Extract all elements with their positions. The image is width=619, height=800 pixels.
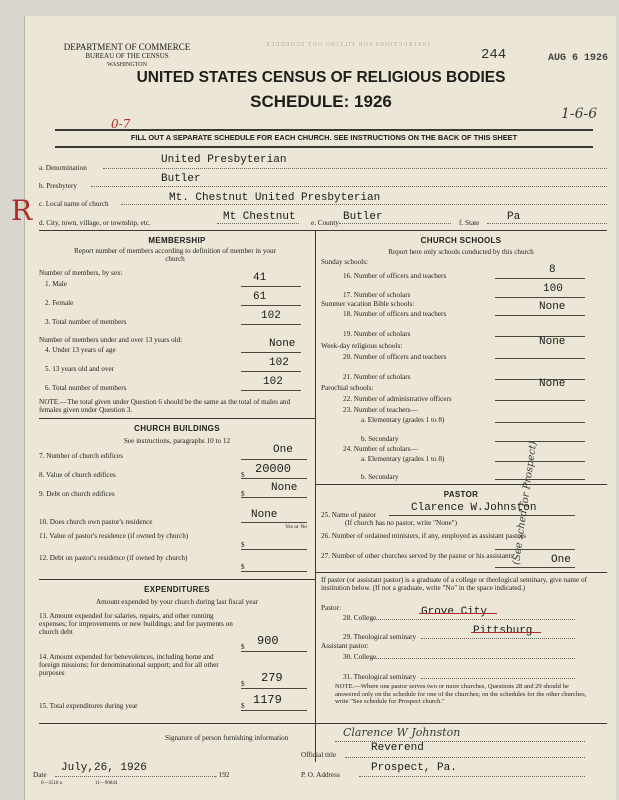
official-title-label: Official title xyxy=(301,751,337,759)
q29-label: 29. Theological seminary xyxy=(343,633,417,641)
address-value: Prospect, Pa. xyxy=(371,762,457,774)
q3-value: 102 xyxy=(261,310,281,322)
q8-value: 20000 xyxy=(255,462,292,476)
r-correction-mark: R xyxy=(11,194,33,227)
denomination-value: United Presbyterian xyxy=(161,154,287,166)
by-sex-heading: Number of members, by sex: xyxy=(39,269,123,277)
q5-value: 102 xyxy=(269,357,289,369)
q20-label: 20. Number of officers and teachers xyxy=(343,353,447,361)
q8-dollar: $ xyxy=(241,471,245,479)
q21-label: 21. Number of scholars xyxy=(343,373,411,381)
q14-value: 279 xyxy=(261,671,283,685)
weekday-none-value: None xyxy=(539,336,566,348)
q19-label: 19. Number of scholars xyxy=(343,330,411,338)
q24-label: 24. Number of scholars— xyxy=(343,445,418,453)
form-title: UNITED STATES CENSUS OF RELIGIOUS BODIES xyxy=(136,69,506,86)
state-value: Pa xyxy=(507,211,521,223)
q15-dollar: $ xyxy=(241,702,245,710)
q14-dollar: $ xyxy=(241,680,245,688)
county-label: e. County xyxy=(311,219,339,227)
q25-note: (If church has no pastor, write "None") xyxy=(345,519,457,527)
q24a-label: a. Elementary (grades 1 to 8) xyxy=(361,455,445,463)
summer-heading: Summer vacation Bible schools: xyxy=(321,300,415,308)
q23b-label: b. Secondary xyxy=(361,435,399,443)
form-code-2: 11—90844 xyxy=(95,781,118,786)
pastor-note: NOTE.—Where one pastor serves two or more churches, Questions 28 and 29 should be answered only on the schedule for one of the churches; on the schedules for the other churches, write "See schedule for Prospect church." xyxy=(335,683,587,706)
q23-label: 23. Number of teachers— xyxy=(343,406,418,414)
q2-label: 2. Female xyxy=(45,299,74,307)
q15-label: 15. Total expenditures during year xyxy=(39,702,138,710)
county-value: Butler xyxy=(343,211,383,223)
assistant-pastor-subheading: Assistant pastor: xyxy=(321,642,369,650)
q11-dollar: $ xyxy=(241,541,245,549)
q9-dollar: $ xyxy=(241,490,245,498)
q26-label: 26. Number of ordained ministers, if any, employed as assistant pastors xyxy=(321,532,526,540)
q15-value: 1179 xyxy=(253,693,282,707)
local-name-value: Mt. Chestnut United Presbyterian xyxy=(169,192,381,204)
q31-label: 31. Theological seminary xyxy=(343,673,417,681)
q13-dollar: $ xyxy=(241,643,245,651)
q16-label: 16. Number of officers and teachers xyxy=(343,272,447,280)
q6-label: 6. Total number of members xyxy=(45,384,127,392)
q23a-label: a. Elementary (grades 1 to 8) xyxy=(361,416,445,424)
q4-label: 4. Under 13 years of age xyxy=(45,346,116,354)
pastor-heading: PASTOR xyxy=(443,490,479,499)
q28-value: Grove City xyxy=(421,606,488,618)
membership-intro: Report number of members according to definition of member in your church xyxy=(74,247,276,263)
q10-value: None xyxy=(251,509,278,521)
q9-value: None xyxy=(271,482,298,494)
q27-value: One xyxy=(551,554,571,566)
q17-label: 17. Number of scholars xyxy=(343,291,411,299)
schools-heading: CHURCH SCHOOLS xyxy=(420,236,502,245)
handwritten-code: 0-7 xyxy=(111,117,131,131)
weekday-heading: Week-day religious schools: xyxy=(321,342,403,350)
q1-label: 1. Male xyxy=(45,280,67,288)
census-schedule-sheet xyxy=(11,16,616,800)
q14-label: 14. Amount expended for benevolences, including home and foreign missions; for denominational support; and for all other purposes xyxy=(39,653,219,677)
q13-label: 13. Amount expended for salaries, repairs, and other running expenses; for improvements or new buildings; and for payments on church debt xyxy=(39,612,233,636)
form-code-1: 6—3518 a xyxy=(41,781,62,786)
stamp-date: AUG 6 1926 xyxy=(548,53,609,64)
parochial-heading: Parochial schools: xyxy=(321,384,374,392)
q17-value: 100 xyxy=(543,283,563,295)
state-label: f. State xyxy=(459,219,480,227)
city-name: WASHINGTON xyxy=(107,62,147,68)
q28-label: 28. College xyxy=(343,614,377,622)
q8-label: 8. Value of church edifices xyxy=(39,471,116,479)
date-label: Date xyxy=(33,771,47,779)
signature-label: Signature of person furnishing information xyxy=(165,734,289,742)
q7-label: 7. Number of church edifices xyxy=(39,452,124,460)
q22-label: 22. Number of administrative officers xyxy=(343,395,452,403)
bleed-through-text: INSTRUCTIONS FOR FILLING OUT SCHEDULE xyxy=(265,42,430,48)
date-suffix: , 192 xyxy=(215,771,230,779)
dept-name: DEPARTMENT OF COMMERCE xyxy=(63,42,191,52)
q29-value: Pittsburg xyxy=(473,625,533,637)
buildings-sub: See instructions, paragraphs 10 to 12 xyxy=(123,437,231,445)
stamp-number: 244 xyxy=(481,47,507,63)
presbytery-value: Butler xyxy=(161,173,201,185)
q12-dollar: $ xyxy=(241,563,245,571)
q4-value: None xyxy=(269,338,296,350)
department-header xyxy=(57,43,197,70)
q2-value: 61 xyxy=(253,291,267,303)
q10-label: 10. Does church own pastor's residence xyxy=(39,518,153,526)
q11-label: 11. Value of pastor's residence (if owned by church) xyxy=(39,532,189,540)
q18-label: 18. Number of officers and teachers xyxy=(343,310,447,318)
q3-label: 3. Total number of members xyxy=(45,318,127,326)
expenditures-sub: Amount expended by your church during last fiscal year xyxy=(95,598,259,606)
sunday-heading: Sunday schools: xyxy=(321,258,368,266)
local-name-label: c. Local name of church xyxy=(39,200,109,208)
bureau-name: BUREAU OF THE CENSUS xyxy=(85,52,169,60)
q1-value: 41 xyxy=(253,272,267,284)
official-title-value: Reverend xyxy=(371,742,424,754)
q9-label: 9. Debt on church edifices xyxy=(39,490,115,498)
buildings-heading: CHURCH BUILDINGS xyxy=(134,424,220,433)
q5-label: 5. 13 years old and over xyxy=(45,365,115,373)
q13-value: 900 xyxy=(257,634,279,648)
date-value: July,26, 1926 xyxy=(61,762,147,774)
q18-value: None xyxy=(539,301,566,313)
q25-label: 25. Name of pastor xyxy=(321,511,377,519)
q7-value: One xyxy=(273,444,293,456)
schedule-title: SCHEDULE: 1926 xyxy=(250,92,392,111)
city-label: d. City, town, village, or township, etc. xyxy=(39,219,151,227)
q27-label: 27. Number of other churches served by the pastor or his assistants xyxy=(321,552,514,560)
pastor-subheading: Pastor: xyxy=(321,604,341,612)
denomination-label: a. Denomination xyxy=(39,164,87,172)
address-label: P. O. Address xyxy=(301,771,340,779)
q22-value: None xyxy=(539,378,566,390)
membership-heading: MEMBERSHIP xyxy=(148,236,206,245)
presbytery-label: b. Presbytery xyxy=(39,182,77,190)
signature-value: Clarence W Johnston xyxy=(343,726,461,739)
expenditures-heading: EXPENDITURES xyxy=(144,585,210,594)
city-value: Mt Chestnut xyxy=(223,211,296,223)
handwritten-date: 1-6-6 xyxy=(561,106,598,122)
instruction-bar: FILL OUT A SEPARATE SCHEDULE FOR EACH CHURCH. SEE INSTRUCTIONS ON THE BACK OF THIS SHEET xyxy=(130,133,518,142)
q24b-label: b. Secondary xyxy=(361,473,399,481)
q12-label: 12. Debt on pastor's residence (if owned by church) xyxy=(39,554,188,562)
q16-value: 8 xyxy=(549,264,556,276)
margin-note: (See sched for Prospect) xyxy=(511,440,540,566)
q25-value: Clarence W.Johnston xyxy=(411,502,537,514)
schools-intro: Report here only schools conducted by this church xyxy=(388,248,534,256)
membership-note: NOTE.—The total given under Question 6 should be the same as the total of males and females given under Question 3. xyxy=(39,398,291,414)
yes-or-no-note: Yes or No xyxy=(285,524,308,530)
age-heading: Number of members under and over 13 years old: xyxy=(39,336,183,344)
q6-value: 102 xyxy=(263,376,283,388)
q30-label: 30. College xyxy=(343,653,377,661)
graduate-note: If pastor (or assistant pastor) is a graduate of a college or theological seminary, give name of institution below. (If not a graduate, write "No" in the space indicated.) xyxy=(321,576,587,592)
